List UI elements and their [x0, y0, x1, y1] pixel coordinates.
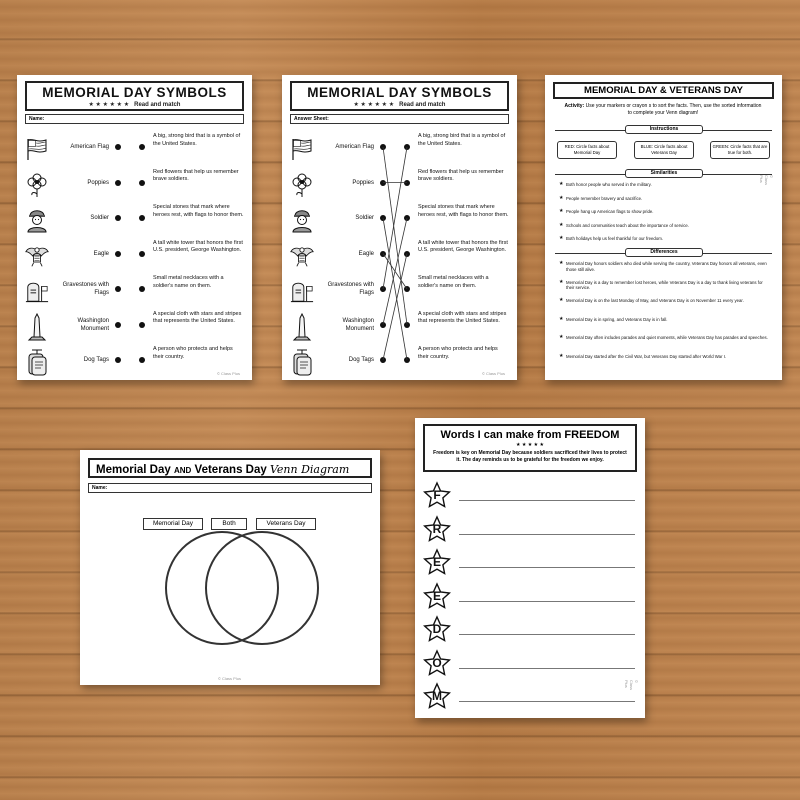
blue-instruction-box: BLUE: Circle facts about Veterans Day: [634, 141, 694, 159]
difference-item: ★ Memorial Day is a day to remember lost heroes, while Veterans Day is a day to thank living veterans for their service.: [559, 278, 763, 291]
symbols-answer-sheet: [282, 75, 517, 380]
symbols-worksheet: [17, 75, 252, 380]
match-dot-left[interactable]: [115, 180, 121, 186]
dog-tags-icon: [25, 348, 49, 376]
flag-icon: [25, 135, 49, 163]
symbol-description: A big, strong bird that is a symbol of the United States.: [153, 133, 241, 147]
worksheet-title: MEMORIAL DAY SYMBOLS: [42, 85, 227, 100]
symbol-description: A big, strong bird that is a symbol of the United States.: [418, 133, 506, 147]
difference-item: ★ Memorial Day is in spring, and Veterans Day is in fall.: [559, 315, 668, 322]
star-bullet-icon: ★: [559, 235, 564, 241]
star-bullet-icon: ★: [559, 297, 564, 303]
star-bullet-icon: ★: [559, 315, 564, 322]
symbol-row: [17, 311, 252, 347]
symbol-label: Washington Monument: [342, 317, 374, 332]
worksheet-subtitle: ★ ★ ★ ★ ★ ★ Read and match: [88, 102, 181, 108]
writing-line[interactable]: [459, 701, 635, 702]
symbol-description: Red flowers that help us remember brave soldiers.: [153, 168, 239, 182]
symbol-description: A tall white tower that honors the first U.S. president, George Washington.: [418, 239, 508, 253]
symbol-description: Special stones that mark where heroes rest, with flags to honor them.: [153, 204, 244, 218]
symbol-label: Soldier: [90, 215, 109, 221]
similarity-item: ★ People remember bravery and sacrifice.: [559, 194, 643, 201]
writing-line[interactable]: [459, 668, 635, 669]
symbol-label: Poppies: [87, 179, 109, 186]
symbol-description: A person who protects and helps their country.: [418, 346, 498, 360]
copyright: © Class Plus: [218, 676, 241, 681]
freedom-letter: E: [432, 555, 441, 569]
symbol-description: A special cloth with stars and stripes that represents the United States.: [418, 310, 507, 324]
stars-decoration: ★ ★ ★ ★ ★: [516, 442, 544, 448]
differences-label: Differences: [625, 248, 703, 257]
venn-title: Memorial Day AND Veterans Day Venn Diagram: [88, 458, 372, 478]
match-dot-right[interactable]: [139, 180, 145, 186]
symbol-description: Special stones that mark where heroes rest, with flags to honor them.: [418, 204, 509, 218]
letter-row: [423, 548, 637, 578]
letter-row: [423, 615, 637, 645]
letter-row: [423, 582, 637, 612]
match-dot-right[interactable]: [139, 144, 145, 150]
symbol-label: Soldier: [355, 215, 374, 221]
symbol-row: [17, 133, 252, 169]
veterans-day-label: Veterans Day: [256, 518, 316, 530]
symbol-label: Dog Tags: [348, 357, 374, 363]
symbol-description: A person who protects and helps their country.: [153, 346, 233, 360]
symbol-description: Small metal necklaces with a soldier's name on them.: [153, 275, 224, 289]
monument-icon: [25, 313, 49, 341]
match-dot-right[interactable]: [139, 251, 145, 257]
star-bullet-icon: ★: [559, 352, 564, 359]
match-dot-left[interactable]: [115, 215, 121, 221]
symbol-label: Gravestones with Flags: [62, 282, 109, 296]
memorial-day-label: Memorial Day: [143, 518, 203, 530]
star-bullet-icon: ★: [559, 208, 564, 214]
facts-worksheet: [545, 75, 782, 380]
letter-row: [423, 481, 637, 511]
freedom-letter: E: [432, 588, 441, 603]
worksheet-title: MEMORIAL DAY SYMBOLS: [307, 85, 492, 100]
difference-item: ★ Memorial Day is on the last Monday of May, and Veterans Day is on November 11 every year.: [559, 297, 744, 303]
symbol-label: Dog Tags: [83, 357, 109, 363]
writing-line[interactable]: [459, 534, 635, 535]
symbol-description: A special cloth with stars and stripes that represents the United States.: [153, 310, 242, 324]
worksheet-subtitle: ★ ★ ★ ★ ★ ★ Read and match: [353, 102, 446, 108]
difference-item: ★ Memorial Day started after the Civil War, but Veterans Day started after World War I.: [559, 352, 727, 359]
symbol-description: A tall white tower that honors the first U.S. president, George Washington.: [153, 239, 243, 253]
similarity-item: ★ Both honor people who served in the military.: [559, 181, 652, 187]
freedom-worksheet: [415, 418, 645, 718]
copyright: © Class Plus: [624, 680, 639, 691]
freedom-letter: O: [432, 655, 442, 670]
worksheet-title-box: [25, 81, 244, 111]
copyright: © Class Plus: [482, 371, 505, 376]
symbol-label: Washington Monument: [77, 317, 109, 332]
symbol-label: American Flag: [335, 144, 374, 150]
soldier-icon: [25, 206, 49, 234]
similarity-item: ★ Both holidays help us feel thankful for our freedom.: [559, 235, 663, 241]
symbol-row: [17, 240, 252, 276]
match-dot-right[interactable]: [139, 286, 145, 292]
symbol-row: [17, 275, 252, 311]
match-dot-right[interactable]: [139, 322, 145, 328]
star-bullet-icon: ★: [559, 334, 564, 340]
freedom-letter: F: [433, 488, 441, 502]
symbol-description: Red flowers that help us remember brave soldiers.: [418, 168, 504, 182]
writing-line[interactable]: [459, 634, 635, 635]
venn-diagram-worksheet: [80, 450, 380, 685]
freedom-title: Words I can make from FREEDOM: [440, 429, 620, 441]
facts-title: MEMORIAL DAY & VETERANS DAY: [553, 82, 774, 99]
star-bullet-icon: ★: [559, 260, 564, 266]
letter-row: [423, 649, 637, 679]
venn-circles: [80, 450, 380, 685]
difference-item: ★ Memorial Day honors soldiers who died while serving the country, Veterans Day honors all veterans, even those still alive.: [559, 260, 767, 272]
match-dot-left[interactable]: [115, 357, 121, 363]
freedom-title-box: [423, 424, 637, 472]
symbol-row: [17, 169, 252, 205]
star-bullet-icon: ★: [559, 181, 564, 187]
writing-line[interactable]: [459, 500, 635, 501]
symbol-label: American Flag: [70, 144, 109, 150]
star-bullet-icon: ★: [559, 278, 564, 285]
instructions-label: Instructions: [625, 125, 703, 134]
match-dot-left[interactable]: [115, 322, 121, 328]
copyright: © Class Plus: [217, 371, 240, 376]
answer-lines: [282, 75, 517, 380]
name-field[interactable]: Name:: [88, 483, 372, 493]
eagle-icon: [25, 242, 49, 270]
difference-item: ★ Memorial Day often includes parades and quiet moments, while Veterans Day has parades and speeches.: [559, 334, 768, 340]
poppy-icon: [25, 171, 49, 199]
match-dot-left[interactable]: [115, 286, 121, 292]
writing-line[interactable]: [459, 601, 635, 602]
symbol-label: Eagle: [93, 250, 109, 257]
symbol-label: Gravestones with Flags: [327, 282, 374, 296]
gravestone-icon: [25, 277, 49, 305]
match-dot-right[interactable]: [139, 215, 145, 221]
freedom-letter: R: [432, 521, 442, 536]
activity-text: Activity: Use your markers or crayon s to sort the facts. Then, use the sorted information to complete your Venn diagram!: [564, 103, 762, 116]
green-instruction-box: GREEN: Circle facts that are true for both.: [710, 141, 770, 159]
match-dot-left[interactable]: [115, 251, 121, 257]
writing-line[interactable]: [459, 567, 635, 568]
similarity-item: ★ Schools and communities teach about the importance of service.: [559, 221, 690, 228]
symbol-label: Eagle: [358, 250, 374, 257]
similarity-item: ★ People hang up American flags to show pride.: [559, 208, 654, 214]
similarities-label: Similarities: [625, 169, 703, 178]
copyright: © Class Plus: [759, 175, 774, 186]
freedom-letter: D: [432, 622, 442, 636]
answer-line: [383, 218, 407, 360]
freedom-letter: M: [432, 689, 442, 703]
name-field[interactable]: Name:: [25, 114, 244, 124]
red-instruction-box: RED: Circle facts about Memorial Day: [557, 141, 617, 159]
answer-sheet-label: Answer Sheet:: [290, 114, 509, 124]
match-dot-left[interactable]: [115, 144, 121, 150]
letter-row: [423, 682, 637, 712]
star-bullet-icon: ★: [559, 221, 564, 228]
freedom-subtitle: Freedom is key on Memorial Day because soldiers sacrificed their lives to protect it. The day reminds us to be grateful for the freedom we enjoy.: [433, 450, 627, 463]
symbol-label: Poppies: [352, 179, 374, 186]
symbol-description: Small metal necklaces with a soldier's name on them.: [418, 275, 489, 289]
star-bullet-icon: ★: [559, 194, 564, 201]
both-label: Both: [211, 518, 247, 530]
match-dot-right[interactable]: [139, 357, 145, 363]
symbol-row: [17, 204, 252, 240]
letter-row: [423, 515, 637, 545]
